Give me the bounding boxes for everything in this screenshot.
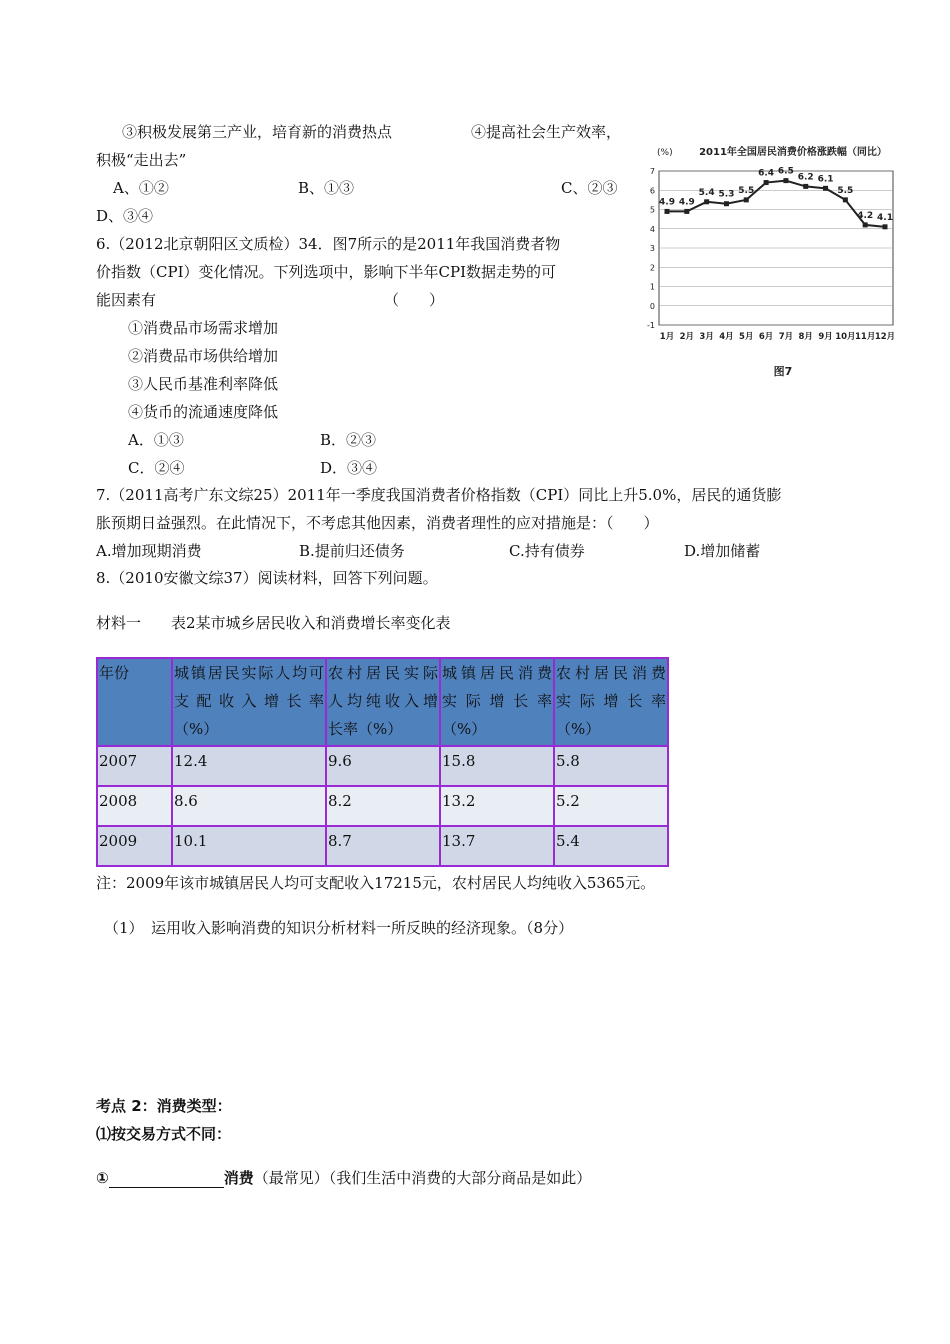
table-cell: 5.8 — [554, 746, 668, 786]
q6-item-2: ②消费品市场供给增加 — [128, 347, 279, 365]
chart-x-tick-label: 7月 — [778, 332, 794, 342]
q6-choice-a: A．①③ — [128, 431, 184, 449]
q8-material-title: 材料一 表2某市城乡居民收入和消费增长率变化表 — [96, 614, 451, 632]
chart-x-tick-label: 4月 — [719, 332, 734, 342]
chart-points — [665, 178, 888, 229]
q6-item-1: ①消费品市场需求增加 — [128, 319, 279, 337]
chart-y-tick-label: 1 — [649, 282, 655, 292]
q5-option-3: ③积极发展第三产业，培育新的消费热点 — [122, 123, 393, 141]
cpi-line-chart — [645, 125, 930, 383]
q6-item-4: ④货币的流通速度降低 — [128, 403, 279, 421]
q5-choice-c: C、②③ — [561, 179, 618, 197]
chart-x-tick-label: 1月 — [659, 332, 675, 342]
table-cell: 8.2 — [326, 786, 440, 826]
chart-data-label: 4.9 — [659, 197, 675, 208]
table-cell: 8.6 — [172, 786, 326, 826]
q5-option-4: ④提高社会生产效率， — [471, 123, 622, 141]
table-header-text: 实际增长率 — [556, 692, 666, 710]
table-header-text: 人均纯收入增 — [328, 692, 438, 710]
table-cell: 10.1 — [172, 826, 326, 866]
q8-subquestion-1: （1） 运用收入影响消费的知识分析材料一所反映的经济现象。（8分） — [104, 919, 574, 937]
chart-grid — [659, 168, 893, 325]
q6-choice-d: D．③④ — [320, 459, 378, 477]
table-cell: 15.8 — [440, 746, 554, 786]
chart-data-label: 6.2 — [797, 172, 814, 183]
table-cell: 2008 — [97, 786, 172, 826]
table-cell: 12.4 — [172, 746, 326, 786]
chart-x-tick-label: 12月 — [874, 332, 896, 342]
table-header-text: 年份 — [99, 664, 130, 682]
table-cell: 8.7 — [326, 826, 440, 866]
chart-y-tick-label: 2 — [649, 263, 655, 273]
table-cell: 2007 — [97, 746, 172, 786]
table-header-row — [97, 658, 668, 746]
q5-choice-a: A、①② — [113, 179, 169, 197]
chart-y-tick-label: 3 — [649, 244, 655, 253]
chart-data-label: 6.4 — [758, 168, 775, 179]
table-header-text: 城镇居民实际人均可 — [174, 664, 324, 682]
q6-choice-b: B．②③ — [320, 431, 377, 449]
chart-y-tick-label: 4 — [649, 224, 655, 234]
chart-x-tick-label: 6月 — [758, 332, 774, 342]
q6-line-2: 价指数（CPI）变化情况。下列选项中，影响下半年CPI数据走势的可 — [96, 263, 556, 281]
table-row — [97, 826, 668, 866]
table-cell: 13.2 — [440, 786, 554, 826]
table-header-text: 实际增长率 — [442, 692, 552, 710]
income-consumption-table — [96, 657, 669, 867]
q6-line-3: 能因素有 — [96, 291, 157, 309]
kaodian-item-1-rest: （最常见）（我们生活中消费的大部分商品是如此） — [253, 1169, 592, 1187]
chart-point — [823, 186, 828, 191]
kaodian-title: 考点 2：消费类型： — [96, 1097, 232, 1115]
fill-in-blank[interactable] — [109, 1171, 224, 1188]
table-header-text: 农村居民消费 — [556, 664, 666, 682]
table-header-cell — [440, 658, 554, 746]
chart-point — [684, 209, 689, 214]
chart-point — [744, 197, 749, 202]
chart-point — [883, 224, 888, 229]
table-cell: 5.2 — [554, 786, 668, 826]
chart-point — [704, 199, 709, 204]
chart-x-tick-label: 2月 — [679, 332, 695, 342]
q6-item-3: ③人民币基准利率降低 — [128, 375, 279, 393]
chart-y-tick-label: 7 — [649, 167, 655, 176]
q8-line-1: 8.（2010安徽文综37）阅读材料，回答下列问题。 — [96, 569, 438, 587]
table-header-text: （%） — [442, 720, 487, 738]
chart-y-tick-label: -1 — [647, 321, 655, 330]
q6-choice-c: C．②④ — [128, 459, 185, 477]
chart-x-ticks — [660, 332, 895, 342]
table-header-cell — [172, 658, 326, 746]
chart-y-tick-label: 5 — [649, 205, 655, 215]
table-header-text: 城镇居民消费 — [442, 664, 552, 682]
chart-data-label: 6.1 — [817, 174, 834, 185]
table-cell: 5.4 — [554, 826, 668, 866]
chart-data-label: 4.2 — [857, 210, 874, 221]
chart-y-ticks — [647, 167, 655, 330]
chart-point — [764, 180, 769, 185]
chart-y-tick-label: 6 — [649, 186, 655, 196]
chart-title: 2011年全国居民消费价格涨跌幅（同比） — [699, 147, 887, 158]
chart-data-label: 5.3 — [718, 189, 735, 200]
chart-point — [724, 201, 729, 206]
q5-choice-b: B、①③ — [298, 179, 355, 197]
chart-y-axis-label: (%) — [657, 148, 673, 158]
kaodian-item-1 — [96, 1168, 591, 1188]
chart-point — [863, 222, 868, 227]
table-header-cell — [554, 658, 668, 746]
table-cell: 13.7 — [440, 826, 554, 866]
chart-x-tick-label: 9月 — [818, 332, 833, 342]
chart-data-label: 4.9 — [678, 197, 695, 208]
table-header-text: 农村居民实际 — [328, 664, 438, 682]
q8-table-note: 注：2009年该市城镇居民人均可支配收入17215元，农村居民人均纯收入5365元。 — [96, 874, 656, 892]
table-row — [97, 786, 668, 826]
table-cell: 9.6 — [326, 746, 440, 786]
chart-data-label: 6.5 — [777, 166, 794, 177]
kaodian-item-1-bold: 消费 — [223, 1169, 254, 1187]
q7-choice-b: B.提前归还债务 — [299, 542, 405, 560]
q7-choice-d: D.增加储蓄 — [684, 542, 761, 560]
q5-choice-d: D、③④ — [96, 207, 154, 225]
chart-y-tick-label: 0 — [649, 301, 655, 311]
chart-data-label: 5.4 — [698, 187, 715, 198]
chart-point — [803, 184, 808, 189]
kaodian-sub: ⑴按交易方式不同： — [96, 1125, 232, 1143]
chart-x-tick-label: 3月 — [699, 332, 714, 342]
chart-x-tick-label: 10月 — [835, 332, 856, 342]
q6-answer-paren: （ ） — [384, 291, 445, 309]
chart-data-label: 4.1 — [877, 212, 893, 223]
q7-line-2: 胀预期日益强烈。在此情况下，不考虑其他因素，消费者理性的应对措施是：（ ） — [96, 514, 659, 532]
chart-caption: 图7 — [773, 365, 793, 378]
chart-x-tick-label: 11月 — [855, 332, 876, 342]
kaodian-item-1-mark: ① — [96, 1169, 109, 1187]
chart-data-label: 5.5 — [738, 185, 755, 196]
cpi-chart-figure — [645, 125, 930, 383]
table-header-text: （%） — [174, 720, 219, 738]
q7-choice-c: C.持有债券 — [509, 542, 585, 560]
chart-x-tick-label: 5月 — [739, 332, 754, 342]
table-header-text: （%） — [556, 720, 601, 738]
chart-data-labels — [659, 167, 893, 223]
chart-point — [843, 197, 848, 202]
chart-x-tick-label: 8月 — [798, 332, 813, 342]
q7-line-1: 7.（2011高考广东文综25）2011年一季度我国消费者价格指数（CPI）同比上升5.0%，居民的通货膨 — [96, 486, 782, 504]
chart-point — [783, 178, 788, 183]
q7-choice-a: A.增加现期消费 — [96, 542, 202, 560]
q5-option-4-cont: 积极“走出去” — [96, 151, 187, 169]
table-header-cell — [97, 658, 172, 746]
chart-data-label: 5.5 — [837, 185, 854, 196]
q6-line-1: 6.（2012北京朝阳区文质检）34．图7所示的是2011年我国消费者物 — [96, 235, 561, 253]
table-cell: 2009 — [97, 826, 172, 866]
table-header-text: 支配收入增长率 — [174, 692, 324, 710]
table-header-cell — [326, 658, 440, 746]
table-row — [97, 746, 668, 786]
table-header-text: 长率（%） — [328, 720, 403, 738]
chart-point — [665, 209, 670, 214]
